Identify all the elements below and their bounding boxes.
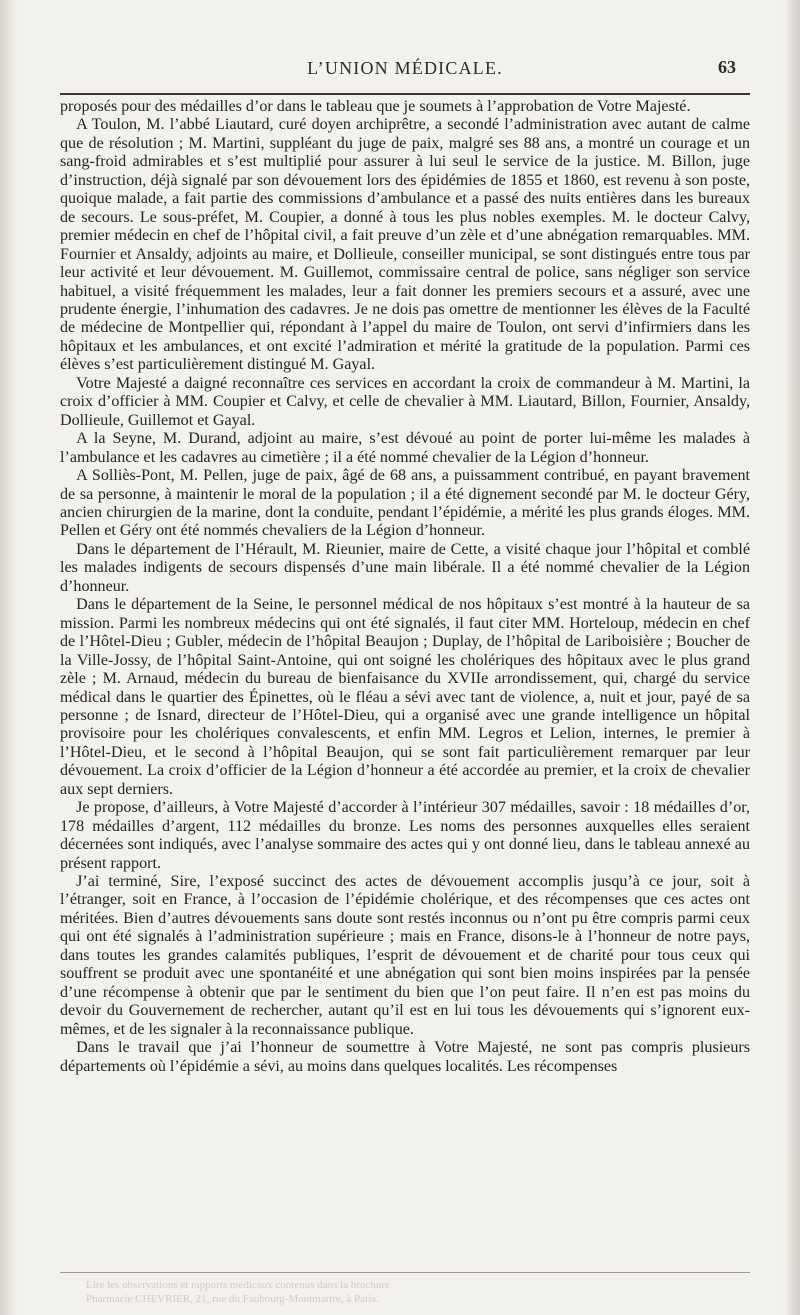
header-rule <box>60 93 750 95</box>
paragraph: proposés pour des médailles d’or dans le tableau que je soumets à l’approbation de Votre Majesté. <box>60 98 691 115</box>
article-body <box>60 98 750 1076</box>
page-edge-shadow-left <box>0 0 14 1315</box>
paragraph: A la Seyne, M. Durand, adjoint au maire, s’est dévoué au point de porter lui-même les malades à l’ambulance et les cadavres au cimetière ; il a été nommé chevalier de la Légion d’honneur. <box>60 430 750 466</box>
paragraph: Dans le département de l’Hérault, M. Rieunier, maire de Cette, a visité chaque jour l’hôpital et comblé les malades indigents de secours dispensés d’une main libérale. Il a été nommé chevalier de la Légion d’honneur. <box>60 540 750 595</box>
running-header <box>60 52 750 86</box>
paragraph: Dans le département de la Seine, le personnel médical de nos hôpitaux s’est montré à la hauteur de sa mission. Parmi les nombreux médecins qui ont été signalés, il faut citer MM. Horteloup, médecin en chef de l’Hôtel-Dieu ; Gubler, médecin de l’hôpital Beaujon ; Duplay, de l’hôpital de Lariboisière ; Boucher de la Ville-Jossy, de l’hôpital Saint-Antoine, qui ont soigné les cholériques des hôpitaux avec le plus grand zèle ; M. Arnaud, médecin du bureau de bienfaisance du XVIIe arrondissement, qui, chargé du service médical dans le quartier des Épinettes, où le fléau a sévi avec tant de violence, a, nuit et jour, payé de sa personne ; de Isnard, directeur de l’Hôtel-Dieu, qui a organisé avec une grande intelligence un hôpital provisoire pour les cholériques convalescents, et enfin MM. Legros et Lelion, internes, le premier à l’Hôtel-Dieu, et le second à l’hôpital Beaujon, qui se sont fait particulièrement remarquer par leur dévouement. La croix d’officier de la Légion d’honneur a été accordée au premier, et la croix de chevalier aux sept derniers. <box>60 596 750 798</box>
footer-advertisement <box>86 1278 726 1306</box>
page-edge-shadow-right <box>786 0 800 1315</box>
footer-line: Pharmacie CHEVRIER, 21, rue du Faubourg-Montmartre, à Paris. <box>86 1293 379 1305</box>
paragraph: Dans le travail que j’ai l’honneur de soumettre à Votre Majesté, ne sont pas compris plusieurs départements où l’épidémie a sévi, au moins dans quelques localités. Les récompenses <box>60 1039 750 1075</box>
paragraph: Votre Majesté a daigné reconnaître ces services en accordant la croix de commandeur à M. Martini, la croix d’officier à MM. Coupier et Calvy, et celle de chevalier à MM. Liautard, Billon, Fournier, Ansaldy, Dollieule, Guillemot et Gayal. <box>60 374 750 429</box>
footer-line: Lire les observations et rapports médicaux contenus dans la brochure <box>86 1279 390 1291</box>
paragraph: A Toulon, M. l’abbé Liautard, curé doyen archiprêtre, a secondé l’administration avec autant de calme que de résolution ; M. Martini, suppléant du juge de paix, malgré ses 88 ans, a montré un courage et un sang-froid admirables et s’est multiplié pour assurer à lui seul le service de la justice. M. Billon, juge d’instruction, déjà signalé par son dévouement lors des épidémies de 1855 et 1860, est revenu à son poste, quoique malade, a fait partie des commissions d’ambulance et a passé des nuits entières dans les bureaux de secours. Le sous-préfet, M. Coupier, a donné à tous les plus nobles exemples. M. le docteur Calvy, premier médecin en chef de l’hôpital civil, a fait preuve d’un zèle et d’une abnégation remarquables. MM. Fournier et Ansaldy, adjoints au maire, et Dollieule, conseiller municipal, se sont distingués entre tous par leur activité et leur dévouement. M. Guillemot, commissaire central de police, sans négliger son service habituel, a visité fréquemment les malades, leur a fait donner les premiers secours et a assuré, avec une prudente énergie, l’inhumation des cadavres. Je ne dois pas omettre de mentionner les élèves de la Faculté de médecine de Montpellier qui, répondant à l’appel du maire de Toulon, ont servi d’infirmiers dans les hôpitaux et les ambulances, et ont excité l’admiration et mérité la gratitude de la population. Parmi ces élèves s’est particulièrement distingué M. Gayal. <box>60 116 750 374</box>
paragraph: J’ai terminé, Sire, l’exposé succinct des actes de dévouement accomplis jusqu’à ce jour, soit à l’étranger, soit en France, à l’occasion de l’épidémie cholérique, et des récompenses que ces actes ont méritées. Bien d’autres dévouements sans doute sont restés inconnus ou n’ont pu être compris parmi ceux qui ont été signalés à l’administration supérieure ; mais en France, disons-le à l’honneur de notre pays, dans toutes les grandes calamités publiques, l’esprit de dévouement et de charité pour tous ceux qui souffrent se produit avec une spontanéité et une abnégation qui sont bien moins inspirées par la pensée d’une récompense à obtenir que par le sentiment du bien que l’on peut faire. Il n’en est pas moins du devoir du Gouvernement de rechercher, autant qu’il est en lui tous les dévouements qui s’ignorent eux-mêmes, et de les signaler à la reconnaissance publique. <box>60 873 750 1038</box>
paragraph: A Solliès-Pont, M. Pellen, juge de paix, âgé de 68 ans, a puissamment contribué, en payant bravement de sa personne, à maintenir le moral de la population ; il a été dignement secondé par M. le docteur Géry, ancien chirurgien de la marine, dont la conduite, pendant l’épidémie, a mérité les plus grands éloges. MM. Pellen et Géry ont été nommés chevaliers de la Légion d’honneur. <box>60 467 750 540</box>
running-title: L’UNION MÉDICALE. <box>307 58 503 78</box>
footer-rule <box>60 1272 750 1273</box>
paragraph: Je propose, d’ailleurs, à Votre Majesté d’accorder à l’intérieur 307 médailles, savoir : 18 médailles d’or, 178 médailles d’argent, 112 médailles du bronze. Les noms des personnes auxquelles elles seraient décernées sont indiqués, avec l’analyse sommaire des actes qui y ont donné lieu, dans le tableau annexé au présent rapport. <box>60 799 750 872</box>
page-number: 63 <box>718 57 736 77</box>
